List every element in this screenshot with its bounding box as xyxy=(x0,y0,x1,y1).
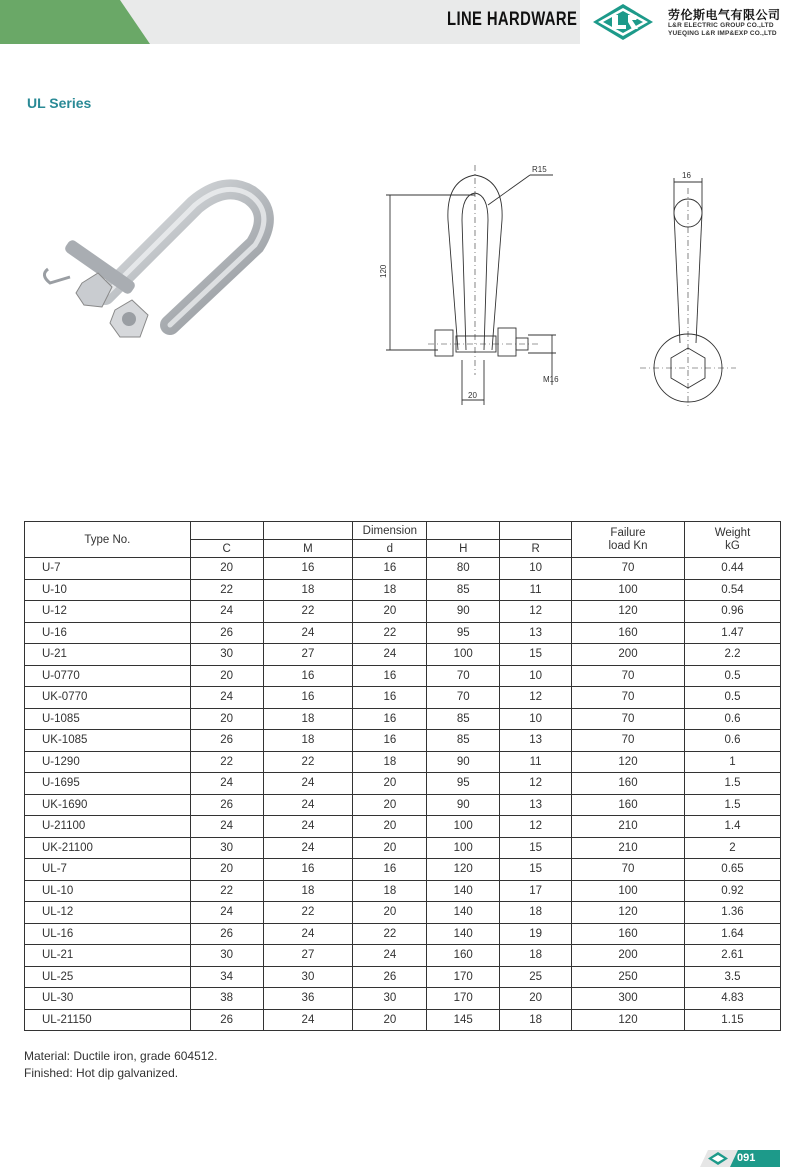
dim-header-blank-4 xyxy=(500,522,572,540)
cell-R: 12 xyxy=(500,773,572,795)
cell-type: U-10 xyxy=(25,579,191,601)
cell-H: 100 xyxy=(427,644,500,666)
cell-weight: 3.5 xyxy=(684,966,780,988)
cell-weight: 2 xyxy=(684,837,780,859)
table-row xyxy=(25,837,781,859)
cell-H: 100 xyxy=(427,837,500,859)
page-number: 091 xyxy=(737,1152,756,1164)
cell-H: 140 xyxy=(427,902,500,924)
cell-R: 10 xyxy=(500,665,572,687)
cell-type: UL-21150 xyxy=(25,1009,191,1031)
cell-M: 30 xyxy=(263,966,353,988)
cell-failure: 70 xyxy=(572,558,685,580)
cell-C: 24 xyxy=(190,601,263,623)
cell-C: 22 xyxy=(190,579,263,601)
cell-M: 18 xyxy=(263,880,353,902)
cell-d: 16 xyxy=(353,730,427,752)
cell-R: 12 xyxy=(500,816,572,838)
cell-weight: 1.36 xyxy=(684,902,780,924)
cell-type: UL-30 xyxy=(25,988,191,1010)
spec-table xyxy=(24,521,781,1031)
side-width-label: 16 xyxy=(682,171,691,180)
cell-failure: 210 xyxy=(572,816,685,838)
cell-weight: 0.44 xyxy=(684,558,780,580)
cell-M: 16 xyxy=(263,665,353,687)
cell-failure: 210 xyxy=(572,837,685,859)
cell-M: 16 xyxy=(263,859,353,881)
dimension-header: Dimension xyxy=(353,522,427,540)
cell-C: 34 xyxy=(190,966,263,988)
weight-header: Weight kG xyxy=(684,522,780,558)
cell-failure: 160 xyxy=(572,794,685,816)
cell-d: 30 xyxy=(353,988,427,1010)
cell-d: 16 xyxy=(353,558,427,580)
table-row xyxy=(25,794,781,816)
bolt-label: M16 xyxy=(543,375,559,384)
table-row xyxy=(25,902,781,924)
cell-failure: 200 xyxy=(572,945,685,967)
cell-failure: 250 xyxy=(572,966,685,988)
cell-H: 70 xyxy=(427,665,500,687)
cell-weight: 2.2 xyxy=(684,644,780,666)
table-row xyxy=(25,601,781,623)
cell-weight: 1 xyxy=(684,751,780,773)
cell-weight: 1.47 xyxy=(684,622,780,644)
cell-type: U-21100 xyxy=(25,816,191,838)
side-view-drawing xyxy=(630,168,740,408)
cell-M: 22 xyxy=(263,902,353,924)
cell-failure: 70 xyxy=(572,687,685,709)
cell-d: 18 xyxy=(353,880,427,902)
cell-H: 90 xyxy=(427,794,500,816)
cell-M: 24 xyxy=(263,794,353,816)
cell-weight: 0.54 xyxy=(684,579,780,601)
company-name-cn: 劳伦斯电气有限公司 xyxy=(668,8,781,22)
table-row xyxy=(25,751,781,773)
cell-C: 30 xyxy=(190,837,263,859)
cell-weight: 1.64 xyxy=(684,923,780,945)
series-title: UL Series xyxy=(27,95,92,111)
cell-H: 100 xyxy=(427,816,500,838)
finish-note: Finished: Hot dip galvanized. xyxy=(24,1066,179,1080)
cell-failure: 100 xyxy=(572,579,685,601)
table-row xyxy=(25,859,781,881)
section-title: LINE HARDWARE xyxy=(447,9,578,30)
page-header xyxy=(0,0,800,44)
table-row xyxy=(25,665,781,687)
cell-C: 20 xyxy=(190,708,263,730)
cell-type: UL-7 xyxy=(25,859,191,881)
cell-H: 70 xyxy=(427,687,500,709)
cell-R: 15 xyxy=(500,644,572,666)
cell-type: U-7 xyxy=(25,558,191,580)
shackle-photo xyxy=(20,165,290,380)
cell-failure: 120 xyxy=(572,902,685,924)
cell-H: 90 xyxy=(427,751,500,773)
cell-d: 16 xyxy=(353,665,427,687)
company-name-en-2: YUEQING L&R IMP&EXP CO.,LTD xyxy=(668,30,777,37)
dimension-col-C: C xyxy=(190,540,263,558)
cell-H: 85 xyxy=(427,708,500,730)
cell-C: 26 xyxy=(190,923,263,945)
cell-M: 18 xyxy=(263,730,353,752)
cell-weight: 0.92 xyxy=(684,880,780,902)
material-note: Material: Ductile iron, grade 604512. xyxy=(24,1049,218,1063)
cell-type: U-12 xyxy=(25,601,191,623)
cell-M: 18 xyxy=(263,579,353,601)
cell-failure: 200 xyxy=(572,644,685,666)
cell-R: 20 xyxy=(500,988,572,1010)
cell-H: 95 xyxy=(427,622,500,644)
cell-type: U-1695 xyxy=(25,773,191,795)
cell-failure: 70 xyxy=(572,859,685,881)
failure-header: Failure load Kn xyxy=(572,522,685,558)
cell-d: 20 xyxy=(353,773,427,795)
cell-failure: 70 xyxy=(572,708,685,730)
cell-d: 24 xyxy=(353,945,427,967)
cell-C: 24 xyxy=(190,816,263,838)
cell-weight: 1.5 xyxy=(684,794,780,816)
cell-M: 22 xyxy=(263,601,353,623)
dimension-col-R: R xyxy=(500,540,572,558)
cell-R: 17 xyxy=(500,880,572,902)
cell-H: 160 xyxy=(427,945,500,967)
cell-d: 22 xyxy=(353,923,427,945)
cell-H: 80 xyxy=(427,558,500,580)
cell-d: 18 xyxy=(353,751,427,773)
cell-M: 16 xyxy=(263,687,353,709)
cell-H: 170 xyxy=(427,966,500,988)
cell-failure: 300 xyxy=(572,988,685,1010)
cell-weight: 4.83 xyxy=(684,988,780,1010)
cell-type: U-21 xyxy=(25,644,191,666)
dim-header-blank-3 xyxy=(427,522,500,540)
dimension-col-H: H xyxy=(427,540,500,558)
dim-header-blank-1 xyxy=(190,522,263,540)
company-name-en-1: L&R ELECTRIC GROUP CO.,LTD xyxy=(668,22,774,29)
cell-d: 16 xyxy=(353,687,427,709)
table-row xyxy=(25,1009,781,1031)
cell-R: 13 xyxy=(500,730,572,752)
cell-C: 20 xyxy=(190,859,263,881)
cell-H: 90 xyxy=(427,601,500,623)
front-view-drawing xyxy=(378,160,568,415)
cell-R: 18 xyxy=(500,902,572,924)
cell-d: 22 xyxy=(353,622,427,644)
cell-failure: 160 xyxy=(572,923,685,945)
cell-M: 36 xyxy=(263,988,353,1010)
cell-M: 24 xyxy=(263,837,353,859)
cell-failure: 100 xyxy=(572,880,685,902)
cell-M: 24 xyxy=(263,923,353,945)
cell-C: 24 xyxy=(190,773,263,795)
cell-R: 13 xyxy=(500,794,572,816)
dim-header-blank-2 xyxy=(263,522,353,540)
cell-weight: 2.61 xyxy=(684,945,780,967)
table-row xyxy=(25,966,781,988)
cell-d: 26 xyxy=(353,966,427,988)
cell-C: 26 xyxy=(190,1009,263,1031)
cell-H: 85 xyxy=(427,730,500,752)
table-row xyxy=(25,558,781,580)
cell-type: U-1085 xyxy=(25,708,191,730)
cell-type: UL-10 xyxy=(25,880,191,902)
cell-R: 18 xyxy=(500,1009,572,1031)
cell-R: 11 xyxy=(500,579,572,601)
table-row xyxy=(25,923,781,945)
cell-M: 24 xyxy=(263,816,353,838)
cell-M: 22 xyxy=(263,751,353,773)
cell-C: 30 xyxy=(190,644,263,666)
cell-R: 25 xyxy=(500,966,572,988)
cell-C: 38 xyxy=(190,988,263,1010)
cell-failure: 120 xyxy=(572,1009,685,1031)
cell-R: 10 xyxy=(500,708,572,730)
cell-type: U-16 xyxy=(25,622,191,644)
cell-failure: 70 xyxy=(572,730,685,752)
cell-H: 145 xyxy=(427,1009,500,1031)
cell-d: 20 xyxy=(353,794,427,816)
cell-type: UK-21100 xyxy=(25,837,191,859)
cell-M: 18 xyxy=(263,708,353,730)
cell-C: 22 xyxy=(190,751,263,773)
cell-R: 15 xyxy=(500,859,572,881)
cell-H: 120 xyxy=(427,859,500,881)
cell-failure: 120 xyxy=(572,601,685,623)
cell-C: 26 xyxy=(190,730,263,752)
cell-C: 20 xyxy=(190,558,263,580)
dimension-col-M: M xyxy=(263,540,353,558)
cell-d: 16 xyxy=(353,859,427,881)
cell-failure: 160 xyxy=(572,622,685,644)
cell-H: 95 xyxy=(427,773,500,795)
cell-type: UL-21 xyxy=(25,945,191,967)
cell-M: 27 xyxy=(263,644,353,666)
table-row xyxy=(25,880,781,902)
cell-weight: 0.5 xyxy=(684,687,780,709)
cell-C: 20 xyxy=(190,665,263,687)
type-header: Type No. xyxy=(25,522,191,558)
cell-d: 18 xyxy=(353,579,427,601)
cell-R: 11 xyxy=(500,751,572,773)
cell-R: 12 xyxy=(500,687,572,709)
cell-weight: 0.6 xyxy=(684,708,780,730)
cell-type: UL-16 xyxy=(25,923,191,945)
cell-d: 20 xyxy=(353,601,427,623)
cell-C: 22 xyxy=(190,880,263,902)
cell-weight: 0.6 xyxy=(684,730,780,752)
cell-type: UK-0770 xyxy=(25,687,191,709)
height-label: 120 xyxy=(379,264,388,278)
table-row xyxy=(25,687,781,709)
cell-d: 16 xyxy=(353,708,427,730)
cell-H: 85 xyxy=(427,579,500,601)
cell-weight: 0.96 xyxy=(684,601,780,623)
cell-weight: 1.15 xyxy=(684,1009,780,1031)
cell-R: 13 xyxy=(500,622,572,644)
radius-label: R15 xyxy=(532,165,547,174)
cell-R: 18 xyxy=(500,945,572,967)
table-row xyxy=(25,816,781,838)
table-row xyxy=(25,988,781,1010)
cell-C: 30 xyxy=(190,945,263,967)
cell-M: 16 xyxy=(263,558,353,580)
cell-R: 10 xyxy=(500,558,572,580)
cell-M: 24 xyxy=(263,1009,353,1031)
cell-weight: 1.5 xyxy=(684,773,780,795)
cell-R: 15 xyxy=(500,837,572,859)
lr-logo-icon xyxy=(592,3,654,41)
cell-failure: 160 xyxy=(572,773,685,795)
table-row xyxy=(25,708,781,730)
cell-type: UL-25 xyxy=(25,966,191,988)
cell-type: U-1290 xyxy=(25,751,191,773)
cell-weight: 0.5 xyxy=(684,665,780,687)
cell-H: 140 xyxy=(427,880,500,902)
cell-M: 27 xyxy=(263,945,353,967)
cell-type: U-0770 xyxy=(25,665,191,687)
table-row xyxy=(25,579,781,601)
cell-weight: 1.4 xyxy=(684,816,780,838)
dimension-col-d: d xyxy=(353,540,427,558)
cell-d: 20 xyxy=(353,1009,427,1031)
cell-H: 170 xyxy=(427,988,500,1010)
cell-M: 24 xyxy=(263,773,353,795)
table-row xyxy=(25,773,781,795)
table-row xyxy=(25,622,781,644)
cell-type: UK-1085 xyxy=(25,730,191,752)
cell-weight: 0.65 xyxy=(684,859,780,881)
cell-R: 12 xyxy=(500,601,572,623)
cell-H: 140 xyxy=(427,923,500,945)
cell-C: 26 xyxy=(190,622,263,644)
cell-d: 20 xyxy=(353,902,427,924)
table-row xyxy=(25,945,781,967)
table-row xyxy=(25,644,781,666)
cell-d: 20 xyxy=(353,837,427,859)
cell-C: 24 xyxy=(190,902,263,924)
cell-type: UK-1690 xyxy=(25,794,191,816)
table-row xyxy=(25,730,781,752)
cell-C: 24 xyxy=(190,687,263,709)
cell-failure: 70 xyxy=(572,665,685,687)
cell-d: 24 xyxy=(353,644,427,666)
cell-M: 24 xyxy=(263,622,353,644)
cell-type: UL-12 xyxy=(25,902,191,924)
cell-C: 26 xyxy=(190,794,263,816)
cell-R: 19 xyxy=(500,923,572,945)
cell-failure: 120 xyxy=(572,751,685,773)
width-label: 20 xyxy=(468,391,477,400)
cell-d: 20 xyxy=(353,816,427,838)
